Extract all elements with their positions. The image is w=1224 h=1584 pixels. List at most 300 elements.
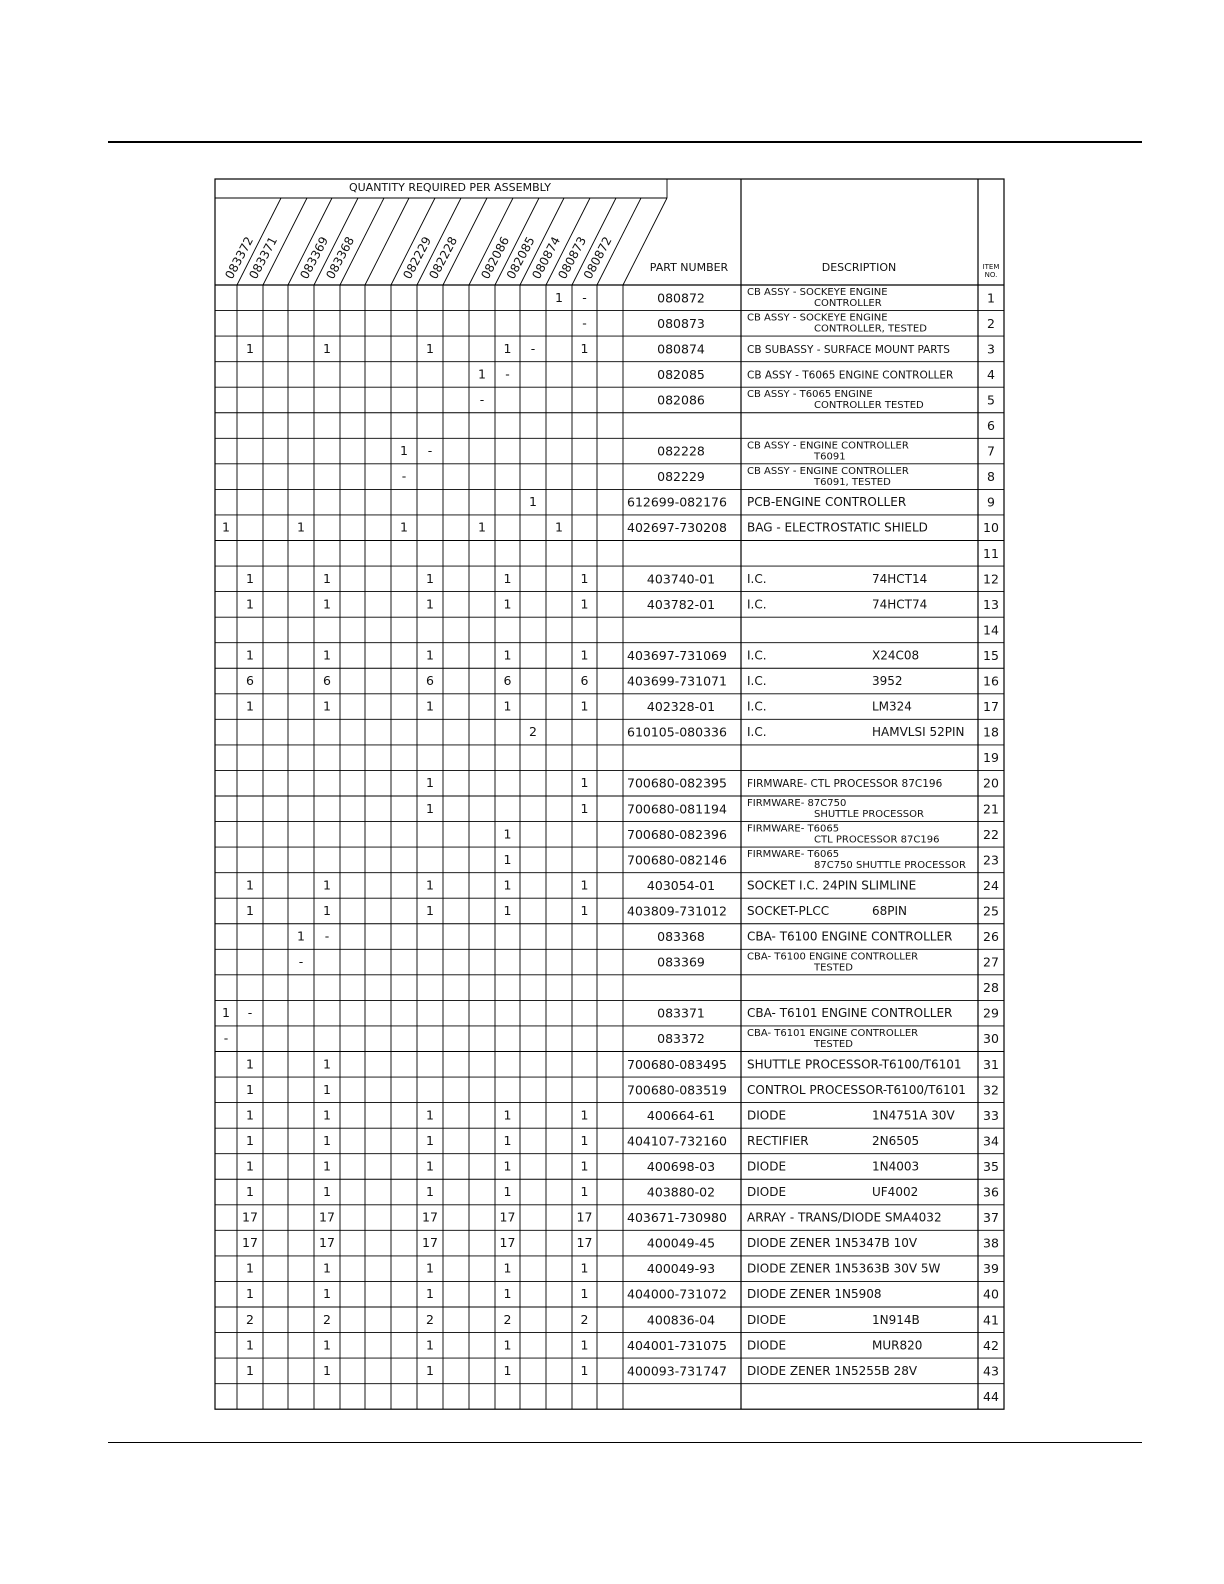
quantity-cell: 1 bbox=[555, 289, 563, 305]
quantity-cell: - bbox=[427, 443, 433, 459]
part-number-cell: 700680-081194 bbox=[627, 801, 727, 817]
table-border bbox=[215, 179, 1004, 1409]
quantity-cell: 1 bbox=[426, 1184, 434, 1200]
table-row bbox=[246, 673, 999, 689]
quantity-cell: 1 bbox=[503, 1132, 512, 1148]
part-number-cell: 400836-04 bbox=[646, 1312, 716, 1328]
table-row bbox=[983, 622, 999, 637]
table-row bbox=[246, 1158, 999, 1174]
item-number-cell: 12 bbox=[983, 571, 999, 587]
quantity-cell: 1 bbox=[503, 826, 512, 842]
description-cell: CB SUBASSY - SURFACE MOUNT PARTS bbox=[747, 343, 950, 356]
quantity-cell: 1 bbox=[246, 1107, 254, 1123]
description-cell: PCB-ENGINE CONTROLLER bbox=[747, 495, 907, 510]
quantity-cell: 17 bbox=[242, 1209, 258, 1225]
quantity-cell: 1 bbox=[426, 800, 434, 816]
description-cell: ARRAY - TRANS/DIODE SMA4032 bbox=[747, 1210, 942, 1225]
quantity-cell: 1 bbox=[323, 902, 331, 918]
part-number-cell: 082229 bbox=[657, 469, 705, 485]
item-number-cell: 37 bbox=[983, 1210, 999, 1226]
quantity-cell: - bbox=[401, 468, 407, 484]
item-number-cell: 2 bbox=[987, 315, 995, 331]
table-row bbox=[983, 1389, 999, 1404]
assembly-label-082086: 082086 bbox=[478, 234, 513, 282]
item-number-cell: 21 bbox=[983, 801, 999, 817]
quantity-cell: 1 bbox=[503, 877, 512, 893]
part-number-cell: 082086 bbox=[657, 392, 705, 408]
quantity-cell: 1 bbox=[246, 1362, 254, 1378]
item-number-cell: 6 bbox=[987, 418, 995, 434]
table-row bbox=[246, 1107, 999, 1123]
quantity-cell: 1 bbox=[323, 340, 331, 356]
quantity-cell: 1 bbox=[478, 519, 486, 535]
description-subline: SHUTTLE PROCESSOR bbox=[814, 809, 924, 820]
part-number-cell: 403740-01 bbox=[646, 571, 716, 587]
quantity-cell: 1 bbox=[323, 570, 331, 586]
description-cell: SOCKET I.C. 24PIN SLIMLINE bbox=[747, 878, 917, 893]
quantity-cell: 17 bbox=[242, 1235, 258, 1251]
description-cell: CB ASSY - SOCKEYE ENGINE bbox=[747, 312, 888, 324]
item-number-cell: 17 bbox=[983, 699, 999, 715]
quantity-cell: 1 bbox=[246, 1260, 254, 1276]
quantity-cell: 1 bbox=[222, 1005, 230, 1021]
quantity-cell: 2 bbox=[323, 1311, 331, 1327]
part-number-cell: 400698-03 bbox=[646, 1158, 716, 1174]
assembly-label-083368: 083368 bbox=[323, 234, 358, 282]
quantity-cell: 1 bbox=[426, 1132, 434, 1148]
part-number-cell: 700680-083519 bbox=[627, 1082, 727, 1098]
part-number-cell: 612699-082176 bbox=[627, 494, 727, 510]
table-row bbox=[555, 287, 995, 309]
table-grid bbox=[215, 179, 1004, 1409]
quantity-cell: 1 bbox=[580, 1184, 589, 1200]
description-cell: DIODE bbox=[747, 1108, 787, 1123]
quantity-cell: 1 bbox=[426, 902, 434, 918]
quantity-cell: 1 bbox=[580, 1132, 589, 1148]
table-row bbox=[299, 951, 999, 973]
quantity-cell: 1 bbox=[580, 1107, 589, 1123]
description-cell: DIODE bbox=[747, 1185, 787, 1200]
quantity-cell: 1 bbox=[323, 1056, 331, 1072]
description-cell: RECTIFIER bbox=[747, 1133, 809, 1148]
description-cell: DIODE bbox=[747, 1312, 787, 1327]
quantity-cell: 6 bbox=[323, 673, 331, 689]
table-row bbox=[246, 1312, 999, 1328]
quantity-cell: 1 bbox=[323, 1286, 331, 1302]
quantity-cell: 1 bbox=[426, 1107, 434, 1123]
item-number-cell: 13 bbox=[983, 596, 999, 612]
quantity-cell: 17 bbox=[319, 1235, 335, 1251]
item-number-cell: 10 bbox=[983, 520, 999, 536]
description-cell: SOCKET-PLCC bbox=[747, 903, 830, 918]
quantity-cell: 1 bbox=[323, 698, 331, 714]
table-row bbox=[246, 699, 999, 715]
item-number-cell: 5 bbox=[987, 392, 995, 408]
description-value: 1N4751A 30V bbox=[872, 1108, 955, 1123]
quantity-cell: 1 bbox=[580, 1158, 589, 1174]
description-value: 68PIN bbox=[872, 903, 908, 918]
part-number-cell: 403054-01 bbox=[646, 877, 716, 893]
quantity-cell: 1 bbox=[246, 647, 254, 663]
table-row bbox=[983, 546, 999, 561]
quantity-cell: 1 bbox=[503, 1158, 512, 1174]
item-number-cell: 39 bbox=[983, 1261, 999, 1277]
quantity-cell: 1 bbox=[323, 1158, 331, 1174]
assembly-label-080874: 080874 bbox=[529, 234, 564, 282]
table-row bbox=[400, 440, 995, 462]
description-subline: CONTROLLER, TESTED bbox=[814, 323, 927, 335]
quantity-cell: 1 bbox=[246, 1132, 254, 1148]
part-number-cell: 083368 bbox=[657, 929, 705, 945]
quantity-cell: 1 bbox=[246, 877, 254, 893]
item-number-cell: 31 bbox=[983, 1056, 999, 1072]
quantity-cell: 1 bbox=[580, 1260, 589, 1276]
quantity-cell: 1 bbox=[580, 1362, 589, 1378]
table-row bbox=[242, 1210, 999, 1226]
quantity-cell: 17 bbox=[422, 1235, 438, 1251]
table-row bbox=[246, 596, 999, 612]
part-number-cell: 610105-080336 bbox=[627, 724, 727, 740]
quantity-cell: 1 bbox=[323, 647, 331, 663]
quantity-cell: - bbox=[582, 315, 587, 331]
part-number-cell: 080872 bbox=[657, 290, 705, 306]
item-number-cell: 41 bbox=[983, 1312, 999, 1328]
table-row bbox=[987, 418, 995, 433]
part-number-cell: 400093-731747 bbox=[627, 1363, 727, 1379]
quantity-cell: 1 bbox=[222, 519, 230, 535]
table-row bbox=[478, 366, 995, 382]
quantity-cell: - bbox=[298, 954, 304, 970]
table-row bbox=[242, 1235, 999, 1251]
quantity-cell: 1 bbox=[246, 1286, 254, 1302]
assembly-label-080873: 080873 bbox=[555, 234, 590, 282]
item-number-cell: 35 bbox=[983, 1158, 999, 1174]
quantity-cell: 1 bbox=[503, 1286, 512, 1302]
description-cell: CB ASSY - T6065 ENGINE CONTROLLER bbox=[747, 369, 954, 382]
quantity-group-title: QUANTITY REQUIRED PER ASSEMBLY bbox=[348, 181, 552, 194]
description-subline: T6091 bbox=[814, 451, 846, 463]
part-number-cell: 404000-731072 bbox=[627, 1286, 727, 1302]
table-row bbox=[582, 313, 995, 335]
description-value: 74HCT14 bbox=[872, 571, 928, 586]
table-row bbox=[246, 1184, 999, 1200]
item-number-cell: 28 bbox=[983, 980, 999, 996]
part-number-cell: 080874 bbox=[657, 341, 705, 357]
part-number-cell: 700680-082146 bbox=[627, 852, 727, 868]
table-row bbox=[246, 1056, 999, 1072]
item-number-cell: 29 bbox=[983, 1005, 999, 1021]
quantity-cell: 1 bbox=[426, 340, 434, 356]
description-cell: BAG - ELECTROSTATIC SHIELD bbox=[747, 520, 928, 535]
quantity-cell: 1 bbox=[478, 366, 486, 382]
description-cell: CONTROL PROCESSOR-T6100/T6101 bbox=[747, 1082, 966, 1097]
description-cell: DIODE ZENER 1N5363B 30V 5W bbox=[747, 1261, 941, 1276]
quantity-cell: 1 bbox=[503, 1107, 512, 1123]
part-number-cell: 400049-45 bbox=[646, 1235, 716, 1251]
description-cell: I.C. bbox=[747, 674, 767, 689]
assembly-label-082229: 082229 bbox=[400, 234, 435, 282]
description-subline: TESTED bbox=[814, 962, 853, 974]
quantity-cell: 2 bbox=[580, 1311, 589, 1327]
quantity-cell: 1 bbox=[503, 1184, 512, 1200]
quantity-cell: 1 bbox=[503, 570, 512, 586]
quantity-cell: 1 bbox=[246, 1184, 254, 1200]
quantity-cell: 1 bbox=[246, 1337, 254, 1353]
quantity-cell: 1 bbox=[400, 519, 408, 535]
quantity-cell: 1 bbox=[529, 494, 537, 510]
description-value: 74HCT74 bbox=[872, 597, 928, 612]
quantity-cell: 6 bbox=[246, 673, 254, 689]
part-number-cell: 400664-61 bbox=[646, 1107, 716, 1123]
part-number-cell: 080873 bbox=[657, 315, 705, 331]
item-number-cell: 26 bbox=[983, 929, 999, 945]
quantity-cell: 1 bbox=[580, 647, 589, 663]
description-value: 3952 bbox=[872, 674, 903, 689]
table-row bbox=[246, 903, 999, 919]
item-number-cell: 42 bbox=[983, 1337, 999, 1353]
item-number-cell: 8 bbox=[987, 469, 995, 485]
description-cell: CB ASSY - T6065 ENGINE bbox=[747, 389, 873, 401]
item-number-cell: 43 bbox=[983, 1363, 999, 1379]
description-value: LM324 bbox=[872, 699, 912, 714]
item-number-cell: 1 bbox=[987, 290, 995, 306]
part-number-cell: 083371 bbox=[657, 1005, 705, 1021]
table-row bbox=[529, 494, 995, 510]
assembly-label-083369: 083369 bbox=[297, 234, 332, 282]
quantity-cell: 1 bbox=[323, 596, 331, 612]
part-number-cell: 083372 bbox=[657, 1031, 705, 1047]
description-cell: DIODE ZENER 1N5347B 10V bbox=[747, 1236, 918, 1251]
item-number-cell: 9 bbox=[987, 494, 995, 510]
quantity-cell: 1 bbox=[555, 519, 563, 535]
quantity-cell: - bbox=[530, 340, 536, 356]
item-header-line-2: NO. bbox=[984, 271, 998, 279]
description-value: UF4002 bbox=[872, 1185, 919, 1200]
table-row bbox=[246, 647, 999, 663]
description-value: 2N6505 bbox=[872, 1133, 920, 1148]
description-cell: DIODE bbox=[747, 1338, 787, 1353]
description-cell: CB ASSY - SOCKEYE ENGINE bbox=[747, 287, 888, 298]
quantity-cell: 1 bbox=[323, 1132, 331, 1148]
description-value: X24C08 bbox=[872, 648, 920, 663]
quantity-cell: 1 bbox=[246, 1158, 254, 1174]
description-value: 1N914B bbox=[872, 1312, 920, 1327]
table-row bbox=[246, 1261, 999, 1277]
table-row bbox=[246, 1337, 999, 1353]
quantity-cell: 17 bbox=[319, 1209, 335, 1225]
quantity-cell: 6 bbox=[426, 673, 434, 689]
assembly-label-080872: 080872 bbox=[580, 234, 615, 282]
quantity-cell: - bbox=[324, 928, 330, 944]
quantity-cell: 1 bbox=[503, 902, 512, 918]
quantity-cell: 1 bbox=[580, 596, 589, 612]
part-number-cell: 403697-731069 bbox=[627, 647, 727, 663]
quantity-cell: 1 bbox=[246, 596, 254, 612]
description-value: HAMVLSI 52PIN bbox=[872, 725, 965, 740]
quantity-cell: 1 bbox=[323, 1337, 331, 1353]
table-row bbox=[504, 849, 999, 871]
item-number-cell: 11 bbox=[983, 545, 999, 561]
quantity-cell: 17 bbox=[422, 1209, 438, 1225]
part-number-cell: 403782-01 bbox=[646, 596, 716, 612]
quantity-cell: 1 bbox=[426, 647, 434, 663]
description-cell: FIRMWARE- T6065 bbox=[747, 823, 840, 835]
item-number-cell: 15 bbox=[983, 647, 999, 663]
quantity-cell: 1 bbox=[426, 1260, 434, 1276]
quantity-cell: 1 bbox=[426, 570, 434, 586]
table-row bbox=[246, 571, 999, 587]
quantity-cell: 1 bbox=[503, 596, 512, 612]
quantity-cell: 2 bbox=[529, 724, 537, 740]
quantity-cell: 1 bbox=[426, 698, 434, 714]
quantity-cell: 1 bbox=[246, 698, 254, 714]
table-row bbox=[529, 724, 999, 740]
part-number-cell: 403671-730980 bbox=[627, 1210, 727, 1226]
item-header-line-1: ITEM bbox=[982, 263, 1000, 271]
description-subline: CONTROLLER TESTED bbox=[814, 400, 924, 412]
quantity-cell: 1 bbox=[246, 570, 254, 586]
description-cell: CB ASSY - ENGINE CONTROLLER bbox=[747, 465, 909, 477]
quantity-cell: 1 bbox=[503, 1260, 512, 1276]
description-subline: T6091, TESTED bbox=[814, 476, 891, 488]
table-body bbox=[222, 287, 999, 1404]
description-subline: 87C750 SHUTTLE PROCESSOR bbox=[814, 860, 966, 872]
description-subline: CONTROLLER bbox=[814, 298, 882, 309]
item-number-cell: 38 bbox=[983, 1235, 999, 1251]
table-row bbox=[246, 1363, 999, 1379]
description-cell: DIODE ZENER 1N5908 bbox=[747, 1287, 882, 1302]
quantity-cell: 2 bbox=[426, 1311, 434, 1327]
description-cell: CB ASSY - ENGINE CONTROLLER bbox=[747, 440, 909, 452]
table-row bbox=[983, 750, 999, 765]
part-number-cell: 083369 bbox=[657, 954, 705, 970]
item-number-cell: 20 bbox=[983, 775, 999, 791]
quantity-cell: 1 bbox=[323, 1184, 331, 1200]
item-number-cell: 34 bbox=[983, 1133, 999, 1149]
part-number-cell: 402697-730208 bbox=[627, 520, 727, 536]
description-cell: CBA- T6101 ENGINE CONTROLLER bbox=[747, 1027, 919, 1039]
item-number-cell: 32 bbox=[983, 1082, 999, 1098]
item-number-cell: 40 bbox=[983, 1286, 999, 1302]
assembly-label-082085: 082085 bbox=[503, 234, 538, 282]
item-number-cell: 14 bbox=[983, 622, 999, 638]
description-cell: SHUTTLE PROCESSOR-T6100/T6101 bbox=[747, 1057, 962, 1072]
item-number-cell: 36 bbox=[983, 1184, 999, 1200]
quantity-cell: 1 bbox=[580, 877, 589, 893]
quantity-cell: 6 bbox=[580, 673, 589, 689]
quantity-cell: 1 bbox=[323, 1081, 331, 1097]
quantity-cell: - bbox=[582, 289, 587, 305]
quantity-cell: 17 bbox=[576, 1209, 593, 1225]
part-number-cell: 403699-731071 bbox=[627, 673, 727, 689]
part-number-cell: 400049-93 bbox=[646, 1261, 716, 1277]
item-number-cell: 4 bbox=[987, 366, 995, 382]
part-number-cell: 700680-082395 bbox=[627, 775, 727, 791]
description-cell: CBA- T6100 ENGINE CONTROLLER bbox=[747, 929, 953, 944]
quantity-cell: 1 bbox=[580, 570, 589, 586]
description-cell: I.C. bbox=[747, 699, 767, 714]
description-cell: CBA- T6100 ENGINE CONTROLLER bbox=[747, 951, 919, 963]
quantity-cell: 1 bbox=[400, 443, 408, 459]
table-row bbox=[426, 775, 999, 791]
quantity-cell: 2 bbox=[503, 1311, 512, 1327]
quantity-cell: 1 bbox=[297, 519, 305, 535]
part-number-cell: 403880-02 bbox=[646, 1184, 716, 1200]
quantity-cell: 1 bbox=[426, 596, 434, 612]
table-row bbox=[222, 1005, 999, 1021]
quantity-cell: 1 bbox=[323, 1362, 331, 1378]
quantity-cell: 1 bbox=[580, 902, 589, 918]
quantity-cell: 1 bbox=[580, 1286, 589, 1302]
description-cell: FIRMWARE- CTL PROCESSOR 87C196 bbox=[747, 778, 943, 791]
table-row bbox=[504, 824, 999, 846]
part-number-cell: 404001-731075 bbox=[627, 1337, 727, 1353]
description-value: MUR820 bbox=[872, 1338, 923, 1353]
description-cell: I.C. bbox=[747, 597, 767, 612]
quantity-cell: 1 bbox=[580, 340, 589, 356]
quantity-cell: 1 bbox=[580, 1337, 589, 1353]
assembly-label-083372: 083372 bbox=[222, 234, 257, 282]
part-number-cell: 403809-731012 bbox=[627, 903, 727, 919]
table-row bbox=[246, 1133, 999, 1149]
description-cell: I.C. bbox=[747, 725, 767, 740]
item-number-cell: 23 bbox=[983, 852, 999, 868]
item-number-cell: 33 bbox=[983, 1107, 999, 1123]
quantity-cell: 17 bbox=[576, 1235, 593, 1251]
assembly-label-082228: 082228 bbox=[426, 234, 461, 282]
item-number-cell: 22 bbox=[983, 826, 999, 842]
quantity-cell: 2 bbox=[246, 1311, 254, 1327]
description-cell: DIODE ZENER 1N5255B 28V bbox=[747, 1363, 918, 1378]
quantity-cell: - bbox=[479, 391, 485, 407]
table-row bbox=[246, 1082, 999, 1098]
item-number-cell: 25 bbox=[983, 903, 999, 919]
quantity-cell: 1 bbox=[503, 1362, 512, 1378]
quantity-cell: - bbox=[247, 1005, 253, 1021]
table-row bbox=[246, 877, 999, 893]
quantity-cell: 1 bbox=[246, 340, 254, 356]
quantity-cell: 1 bbox=[580, 800, 589, 816]
item-number-cell: 7 bbox=[987, 443, 995, 459]
assembly-label-083371: 083371 bbox=[246, 234, 281, 282]
item-number-cell: 24 bbox=[983, 877, 999, 893]
item-number-cell: 16 bbox=[983, 673, 999, 689]
quantity-cell: 1 bbox=[580, 698, 589, 714]
table-row bbox=[246, 341, 995, 357]
quantity-cell: 1 bbox=[503, 647, 512, 663]
quantity-cell: 1 bbox=[426, 877, 434, 893]
item-number-cell: 44 bbox=[983, 1388, 999, 1404]
description-cell: I.C. bbox=[747, 571, 767, 586]
quantity-cell: 6 bbox=[503, 673, 512, 689]
quantity-cell: 1 bbox=[426, 1286, 434, 1302]
quantity-cell: 1 bbox=[426, 775, 434, 791]
part-number-cell: 700680-082396 bbox=[627, 826, 727, 842]
part-number-cell: 404107-732160 bbox=[627, 1133, 727, 1149]
assembly-headers bbox=[222, 234, 614, 281]
description-cell: FIRMWARE- T6065 bbox=[747, 849, 840, 861]
description-cell: I.C. bbox=[747, 648, 767, 663]
quantity-cell: 1 bbox=[323, 877, 331, 893]
description-subline: CTL PROCESSOR 87C196 bbox=[814, 834, 940, 846]
part-number-cell: 082085 bbox=[657, 366, 705, 382]
item-number-cell: 30 bbox=[983, 1031, 999, 1047]
quantity-cell: 1 bbox=[503, 1337, 512, 1353]
quantity-cell: 17 bbox=[499, 1209, 516, 1225]
quantity-cell: 1 bbox=[246, 1081, 254, 1097]
part-number-cell: 700680-083495 bbox=[627, 1056, 727, 1072]
quantity-cell: - bbox=[223, 1030, 229, 1046]
